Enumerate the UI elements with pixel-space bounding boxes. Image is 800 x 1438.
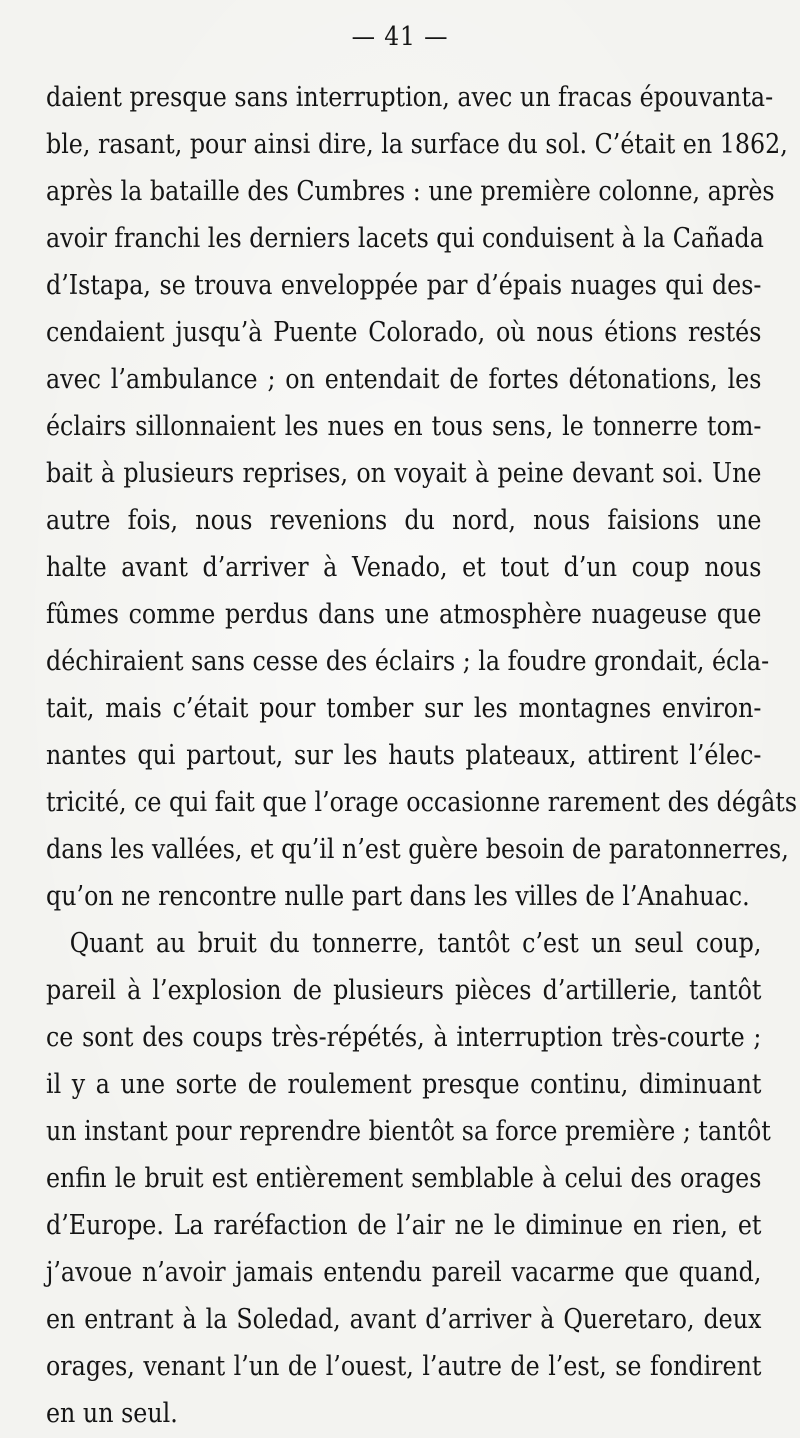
paragraph-1 [46,74,798,920]
body-text [46,74,798,1437]
text-line: pareil à l’explosion de plusieurs pièces d’artillerie, tantôt [46,975,762,1006]
text-line: déchiraient sans cesse des éclairs ; la foudre grondait, écla- [46,646,770,677]
text-line: qu’on ne rencontre nulle part dans les villes de l’Anahuac. [46,881,750,912]
text-line: un instant pour reprendre bientôt sa force première ; tantôt [46,1116,771,1147]
text-line: d’Istapa, se trouva enveloppée par d’épais nuages qui des- [46,270,762,301]
text-line: orages, venant l’un de l’ouest, l’autre de l’est, se fondirent [46,1351,762,1382]
text-line: Quant au bruit du tonnerre, tantôt c’est un seul coup, [69,928,762,959]
text-line: daient presque sans interruption, avec un fracas épouvanta- [46,82,774,113]
page-number: — 41 — [351,22,449,52]
text-line: ce sont des coups très-répétés, à interruption très-courte ; [46,1022,762,1053]
text-line: en un seul. [46,1398,178,1429]
text-line: enfin le bruit est entièrement semblable à celui des orages [46,1163,762,1194]
text-line: ble, rasant, pour ainsi dire, la surface du sol. C’était en 1862, [46,129,788,160]
paragraph-2 [46,920,771,1437]
text-line: tait, mais c’était pour tomber sur les montagnes environ- [46,693,762,724]
text-line: cendaient jusqu’à Puente Colorado, où nous étions restés [46,317,762,348]
text-line: avec l’ambulance ; on entendait de fortes détonations, les [46,364,762,395]
text-line: fûmes comme perdus dans une atmosphère nuageuse que [46,599,762,630]
text-line: nantes qui partout, sur les hauts plateaux, attirent l’élec- [46,740,762,771]
text-line: autre fois, nous revenions du nord, nous faisions une [46,505,762,536]
text-line: tricité, ce qui fait que l’orage occasionne rarement des dégâts [46,787,798,818]
text-line: bait à plusieurs reprises, on voyait à peine devant soi. Une [46,458,762,489]
text-line: d’Europe. La raréfaction de l’air ne le diminue en rien, et [46,1210,762,1241]
text-line: en entrant à la Soledad, avant d’arriver à Queretaro, deux [46,1304,762,1335]
text-line: après la bataille des Cumbres : une première colonne, après [46,176,775,207]
text-line: il y a une sorte de roulement presque continu, diminuant [46,1069,762,1100]
text-line: j’avoue n’avoir jamais entendu pareil vacarme que quand, [46,1257,762,1288]
text-line: halte avant d’arriver à Venado, et tout d’un coup nous [46,552,762,583]
text-line: dans les vallées, et qu’il n’est guère besoin de paratonnerres, [46,834,789,865]
text-line: avoir franchi les derniers lacets qui conduisent à la Cañada [46,223,764,254]
text-line: éclairs sillonnaient les nues en tous sens, le tonnerre tom- [46,411,762,442]
